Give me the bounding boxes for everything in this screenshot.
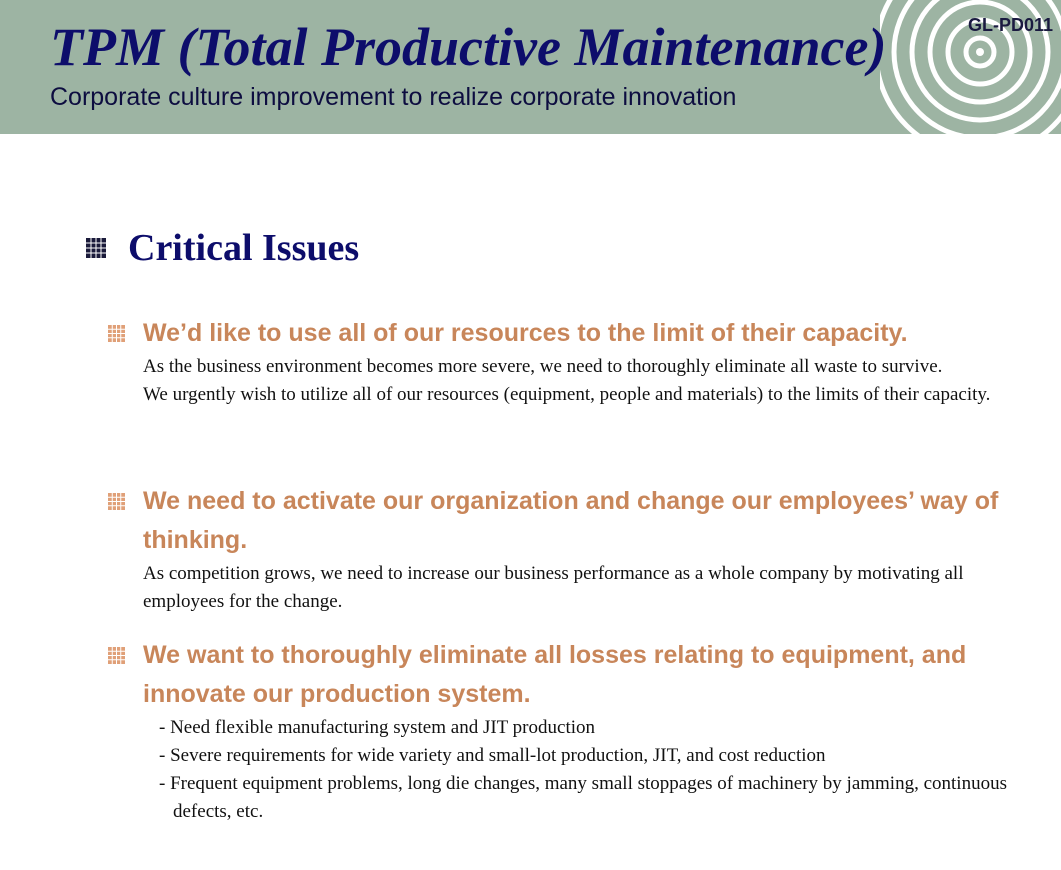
issue-item: [108, 314, 1028, 409]
list-item: - Severe requirements for wide variety and small-lot production, JIT, and cost reduction: [159, 742, 1028, 770]
issue-item: [108, 482, 1028, 616]
issue-description: [143, 714, 1028, 826]
issue-title: We need to activate our organization and change our employees’ way of thinking.: [143, 487, 999, 554]
grid-square-bullet-icon: [108, 325, 125, 342]
section-heading: [86, 226, 359, 270]
issue-item: [108, 636, 1028, 826]
issue-heading: [108, 482, 1028, 560]
section-title: Critical Issues: [128, 227, 360, 269]
issue-description: [143, 353, 1028, 409]
issue-title: We want to thoroughly eliminate all losses relating to equipment, and innovate our production system.: [143, 641, 967, 708]
issue-title: We’d like to use all of our resources to the limit of their capacity.: [143, 319, 908, 347]
issue-dash-list: [143, 714, 1028, 826]
issue-paragraph: We urgently wish to utilize all of our resources (equipment, people and materials) to the limits of their capacity.: [143, 384, 991, 405]
list-item: - Need flexible manufacturing system and JIT production: [159, 714, 1028, 742]
issue-description: [143, 560, 1028, 616]
document-code: GL-PD011: [967, 15, 1053, 35]
page-title: TPM (Total Productive Maintenance): [50, 17, 887, 77]
issue-paragraph: As competition grows, we need to increase our business performance as a whole company by motivating all employees for the change.: [143, 563, 964, 612]
header-band: [0, 0, 1061, 134]
issue-paragraph: As the business environment becomes more severe, we need to thoroughly eliminate all waste to survive.: [143, 356, 943, 377]
grid-square-bullet-icon: [108, 647, 125, 664]
page-subtitle: Corporate culture improvement to realize corporate innovation: [50, 83, 737, 111]
issue-heading: [108, 314, 1028, 353]
issue-heading: [108, 636, 1028, 714]
grid-square-bullet-icon: [86, 238, 106, 258]
list-item: - Frequent equipment problems, long die changes, many small stoppages of machinery by jamming, continuous defects, etc.: [159, 770, 1028, 826]
grid-square-bullet-icon: [108, 493, 125, 510]
